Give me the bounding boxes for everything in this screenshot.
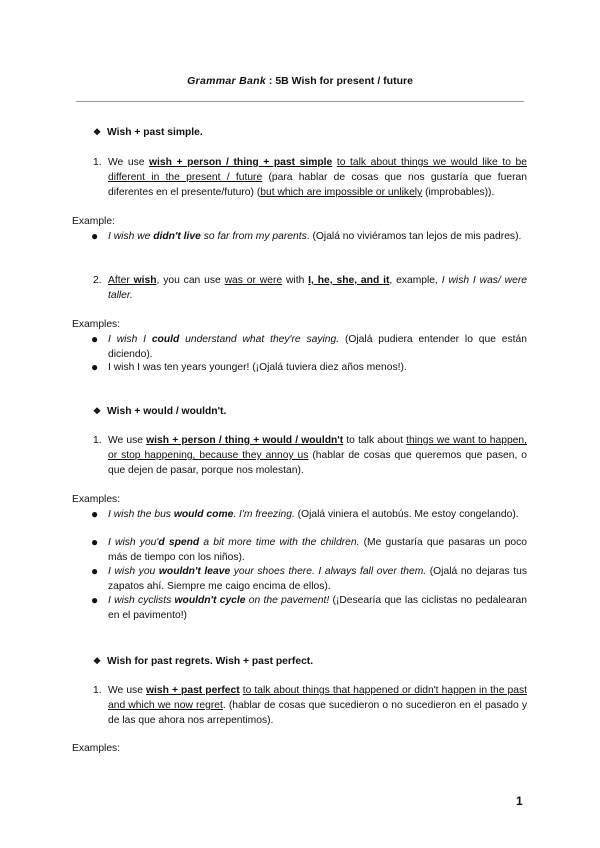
diamond-bullet-icon: ❖ bbox=[93, 656, 102, 666]
bullet-icon: ● bbox=[91, 332, 99, 346]
bullet-icon: ● bbox=[91, 593, 99, 607]
numbered-paragraph: 2. After wish, you can use was or were with I, he, she, and it, example, I wish I was/ were taller. bbox=[93, 275, 527, 301]
diamond-bullet-icon: ❖ bbox=[93, 127, 102, 137]
list-item: ● I wish you wouldn't leave your shoes there. I always fall over them. (Ojalá no dejaras tus zapatos ahí. Siempre me caigo encima de ellos). bbox=[91, 564, 527, 592]
list-item: ● I wish you'd spend a bit more time with the children. (Me gustaría que pasaras un poco más de tiempo con los niños). bbox=[91, 535, 527, 563]
bullet-icon: ● bbox=[91, 535, 99, 549]
example-label: Examples: bbox=[72, 743, 121, 754]
title-rest: : 5B Wish for present / future bbox=[265, 75, 413, 87]
numbered-paragraph: 1. We use wish + person / thing + would / wouldn't to talk about things we want to happen, or stop happening, because they annoy us (hablar de cosas que queremos que pasen, o que dejen de pasar, porque nos molestan). bbox=[93, 435, 527, 476]
list-item: ● I wish I was ten years younger! (¡Ojalá tuviera diez años menos!). bbox=[91, 360, 407, 374]
list-item: ● I wish I could understand what they're saying. (Ojalá pudiera entender lo que están diciendo). bbox=[91, 332, 527, 360]
list-item: ● I wish we didn't live so far from my parents. (Ojalá no viviéramos tan lejos de mis padres). bbox=[91, 229, 522, 243]
page-number: 1 bbox=[516, 794, 523, 808]
numbered-paragraph: 1. We use wish + person / thing + past simple to talk about things we would like to be different in the present / future (para hablar de cosas que nos gustaría que fueran diferentes en el presente/futuro) (but which are impossible or unlikely (improbables)). bbox=[93, 157, 527, 198]
header-divider bbox=[76, 101, 524, 102]
title-grammar-bank: Grammar Bank bbox=[187, 75, 266, 87]
list-item: ● I wish cyclists wouldn't cycle on the pavement! (¡Desearía que las ciclistas no pedalearan en el pavimento!) bbox=[91, 593, 527, 621]
diamond-bullet-icon: ❖ bbox=[93, 406, 102, 416]
bullet-icon: ● bbox=[91, 507, 99, 521]
bullet-icon: ● bbox=[91, 564, 99, 578]
section-heading-past-perfect: ❖ Wish for past regrets. Wish + past perfect. bbox=[93, 656, 314, 667]
section-heading-past-simple: ❖ Wish + past simple. bbox=[93, 127, 203, 138]
list-item: ● I wish the bus would come. I'm freezing. (Ojalá viniera el autobús. Me estoy congelando). bbox=[91, 507, 519, 521]
bullet-icon: ● bbox=[91, 360, 99, 374]
bullet-icon: ● bbox=[91, 229, 99, 243]
example-label: Examples: bbox=[72, 494, 121, 505]
page-title bbox=[0, 74, 600, 89]
example-label: Example: bbox=[72, 216, 115, 227]
example-label: Examples: bbox=[72, 319, 121, 330]
section-heading-would: ❖ Wish + would / wouldn't. bbox=[93, 406, 227, 417]
numbered-paragraph: 1. We use wish + past perfect to talk about things that happened or didn't happen in the past and which we now regret. (hablar de cosas que sucedieron o no sucedieron en el pasado y de las que ahora nos arrepentimos). bbox=[93, 685, 527, 726]
